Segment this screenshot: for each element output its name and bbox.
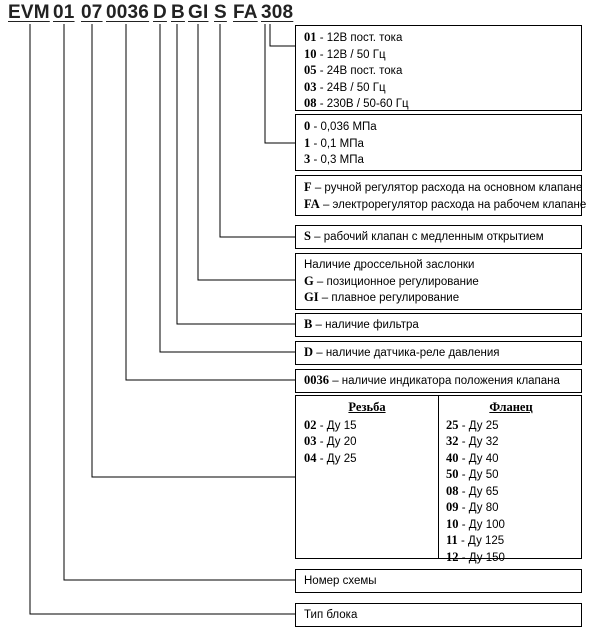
slow-valve-box xyxy=(295,225,582,249)
voltage-item: 08 - 230В / 50-60 Гц xyxy=(304,96,409,110)
regulator-box xyxy=(295,175,587,216)
filter-code: B xyxy=(304,317,313,331)
flange-item: 09 - Ду 80 xyxy=(446,500,499,514)
filter-box xyxy=(295,313,582,337)
flange-column xyxy=(446,400,576,566)
connection-box xyxy=(295,395,582,564)
pressure-item: 0 - 0,036 МПа xyxy=(304,119,377,133)
position-indicator-text: – наличие индикатора положения клапана xyxy=(329,375,560,387)
code-d: D xyxy=(153,2,167,23)
throttle-item: GI – плавное регулирование xyxy=(304,290,460,304)
connector-b xyxy=(177,24,295,324)
slow-valve-code: S xyxy=(304,229,311,243)
flange-item: 12 - Ду 150 xyxy=(446,549,505,564)
connector-01 xyxy=(64,24,295,580)
code-s: S xyxy=(214,2,227,23)
thread-column xyxy=(304,400,430,467)
block-type-text: Тип блока xyxy=(304,609,358,621)
connector-s xyxy=(220,24,295,237)
code-gi: GI xyxy=(188,2,209,23)
code-fa: FA xyxy=(233,2,258,23)
position-indicator-code: 0036 xyxy=(304,373,329,387)
flange-item: 10 - Ду 100 xyxy=(446,516,505,531)
thread-title: Резьба xyxy=(348,400,386,414)
position-indicator-box xyxy=(295,369,582,393)
throttle-item: G – позиционное регулирование xyxy=(304,273,479,288)
flange-title: Фланец xyxy=(489,400,533,414)
pressure-sensor-text: – наличие датчика-реле давления xyxy=(313,347,500,359)
connector-0036 xyxy=(126,24,295,380)
flange-item: 25 - Ду 25 xyxy=(446,417,499,432)
regulator-item: F – ручной регулятор расхода на основном клапане xyxy=(304,180,583,194)
pressure-item: 3 - 0,3 МПа xyxy=(304,152,364,166)
code-07: 07 xyxy=(81,2,103,23)
voltage-item: 03 - 24В / 50 Гц xyxy=(304,79,386,94)
throttle-box xyxy=(295,253,582,310)
filter-text: – наличие фильтра xyxy=(312,319,419,331)
code-0036: 0036 xyxy=(106,2,150,23)
pressure-item: 1 - 0,1 МПа xyxy=(304,135,364,150)
flange-item: 32 - Ду 32 xyxy=(446,434,499,448)
code-evm: EVM xyxy=(8,2,50,23)
flange-item: 08 - Ду 65 xyxy=(446,483,499,498)
pressure-box xyxy=(295,114,582,171)
scheme-number-text: Номер схемы xyxy=(304,575,377,587)
slow-valve-text: – рабочий клапан с медленным открытием xyxy=(310,231,544,243)
block-type-box xyxy=(295,603,582,627)
flange-item: 11 - Ду 125 xyxy=(446,533,505,547)
connector-gi xyxy=(198,24,295,280)
pressure-sensor-box xyxy=(295,341,582,365)
thread-item: 03 - Ду 20 xyxy=(304,434,357,448)
flange-item: 50 - Ду 50 xyxy=(446,467,499,481)
regulator-item: FA – электрорегулятор расхода на рабочем клапане xyxy=(304,196,587,211)
connector-evm xyxy=(30,24,295,614)
thread-item: 02 - Ду 15 xyxy=(304,417,357,432)
code-b: B xyxy=(171,2,185,23)
throttle-title: Наличие дроссельной заслонки xyxy=(304,259,475,271)
voltage-item: 01 - 12В пост. тока xyxy=(304,30,403,44)
code-01: 01 xyxy=(53,2,75,23)
voltage-box xyxy=(295,25,582,111)
voltage-item: 05 - 24В пост. тока xyxy=(304,63,403,77)
column-divider xyxy=(438,396,439,558)
scheme-number-box xyxy=(295,569,582,593)
pressure-sensor-code: D xyxy=(304,345,314,359)
connector-308 xyxy=(270,24,295,46)
flange-item: 40 - Ду 40 xyxy=(446,450,499,465)
voltage-item: 10 - 12В / 50 Гц xyxy=(304,46,386,61)
thread-item: 04 - Ду 25 xyxy=(304,450,357,465)
code-308: 308 xyxy=(261,2,294,23)
connector-d xyxy=(160,24,295,352)
